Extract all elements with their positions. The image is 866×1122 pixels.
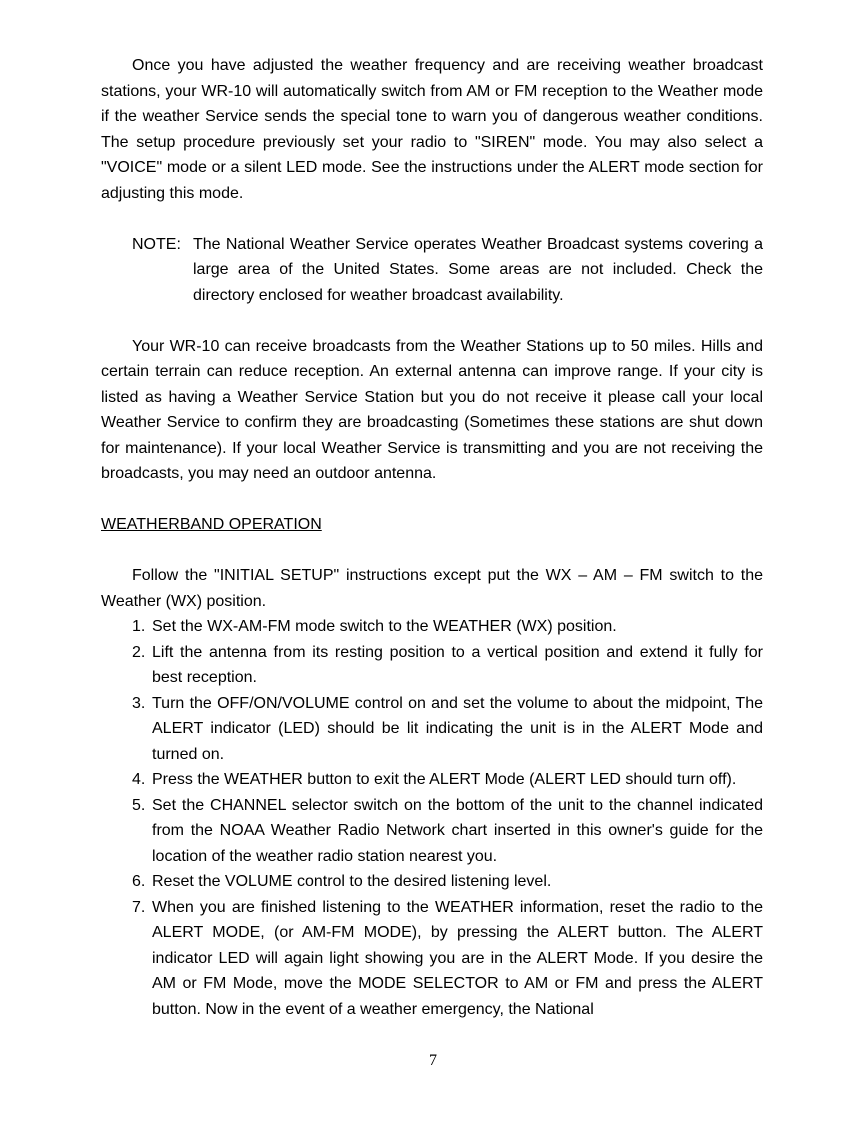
step-number: 4. xyxy=(132,771,146,788)
step-text: Turn the OFF/ON/VOLUME control on and set the volume to about the midpoint, The ALERT indicator (LED) should be lit indicating the unit is in the ALERT Mode and turned on. xyxy=(152,694,763,763)
step-number: 6. xyxy=(132,873,146,890)
step-text: Press the WEATHER button to exit the ALERT Mode (ALERT LED should turn off). xyxy=(152,771,737,788)
step-number: 5. xyxy=(132,796,146,814)
spacer xyxy=(101,487,763,513)
step-number: 3. xyxy=(132,694,146,712)
spacer xyxy=(101,206,763,232)
step-text: Set the WX-AM-FM mode switch to the WEATHER (WX) position. xyxy=(152,618,617,635)
step-text: Reset the VOLUME control to the desired listening level. xyxy=(152,873,552,890)
note-block xyxy=(132,232,763,309)
steps-list xyxy=(101,614,763,1022)
intro-paragraph: Once you have adjusted the weather frequency and are receiving weather broadcast stations, your WR-10 will automatically switch from AM or FM reception to the Weather mode if the weather Service sends the special tone to warn you of dangerous weather conditions. The setup procedure previously set your radio to "SIREN" mode. You may also select a "VOICE" mode or a silent LED mode. See the instructions under the ALERT mode section for adjusting this mode. xyxy=(101,57,763,202)
step-text: Lift the antenna from its resting position to a vertical position and extend it fully for best reception. xyxy=(152,643,763,686)
step-text: Set the CHANNEL selector switch on the bottom of the unit to the channel indicated from the NOAA Weather Radio Network chart inserted in this owner's guide for the location of the weather radio station nearest you. xyxy=(152,796,763,865)
list-item xyxy=(101,640,763,691)
step-number: 1. xyxy=(132,618,146,635)
step-number: 7. xyxy=(132,898,146,916)
note-text: The National Weather Service operates Weather Broadcast systems covering a large area of the United States. Some areas are not included. Check the directory enclosed for weather broadcast availability. xyxy=(193,235,763,304)
step-number: 2. xyxy=(132,643,146,661)
list-item xyxy=(101,869,763,895)
section-lead-paragraph: Follow the "INITIAL SETUP" instructions except put the WX – AM – FM switch to the Weather (WX) position. xyxy=(101,567,763,610)
spacer xyxy=(101,538,763,564)
spacer xyxy=(101,308,763,334)
range-paragraph: Your WR-10 can receive broadcasts from the Weather Stations up to 50 miles. Hills and certain terrain can reduce reception. An external antenna can improve range. If your city is listed as having a Weather Service Station but you do not receive it please call your local Weather Service to confirm they are broadcasting (Sometimes these stations are shut down for maintenance). If your local Weather Service is transmitting and you are not receiving the broadcasts, you may need an outdoor antenna. xyxy=(101,337,763,482)
list-item xyxy=(101,767,763,793)
document-page xyxy=(101,53,763,1022)
list-item xyxy=(101,793,763,870)
list-item xyxy=(101,895,763,1023)
step-text: When you are finished listening to the WEATHER information, reset the radio to the ALERT MODE, (or AM-FM MODE), by pressing the ALERT button. The ALERT indicator LED will again light showing you are in the ALERT Mode. If you desire the AM or FM Mode, move the MODE SELECTOR to AM or FM and press the ALERT button. Now in the event of a weather emergency, the National xyxy=(152,898,763,1018)
list-item xyxy=(101,691,763,768)
page-number: 7 xyxy=(429,1052,437,1069)
section-heading: WEATHERBAND OPERATION xyxy=(101,516,322,533)
note-label: NOTE: xyxy=(132,235,181,253)
list-item xyxy=(101,614,763,640)
